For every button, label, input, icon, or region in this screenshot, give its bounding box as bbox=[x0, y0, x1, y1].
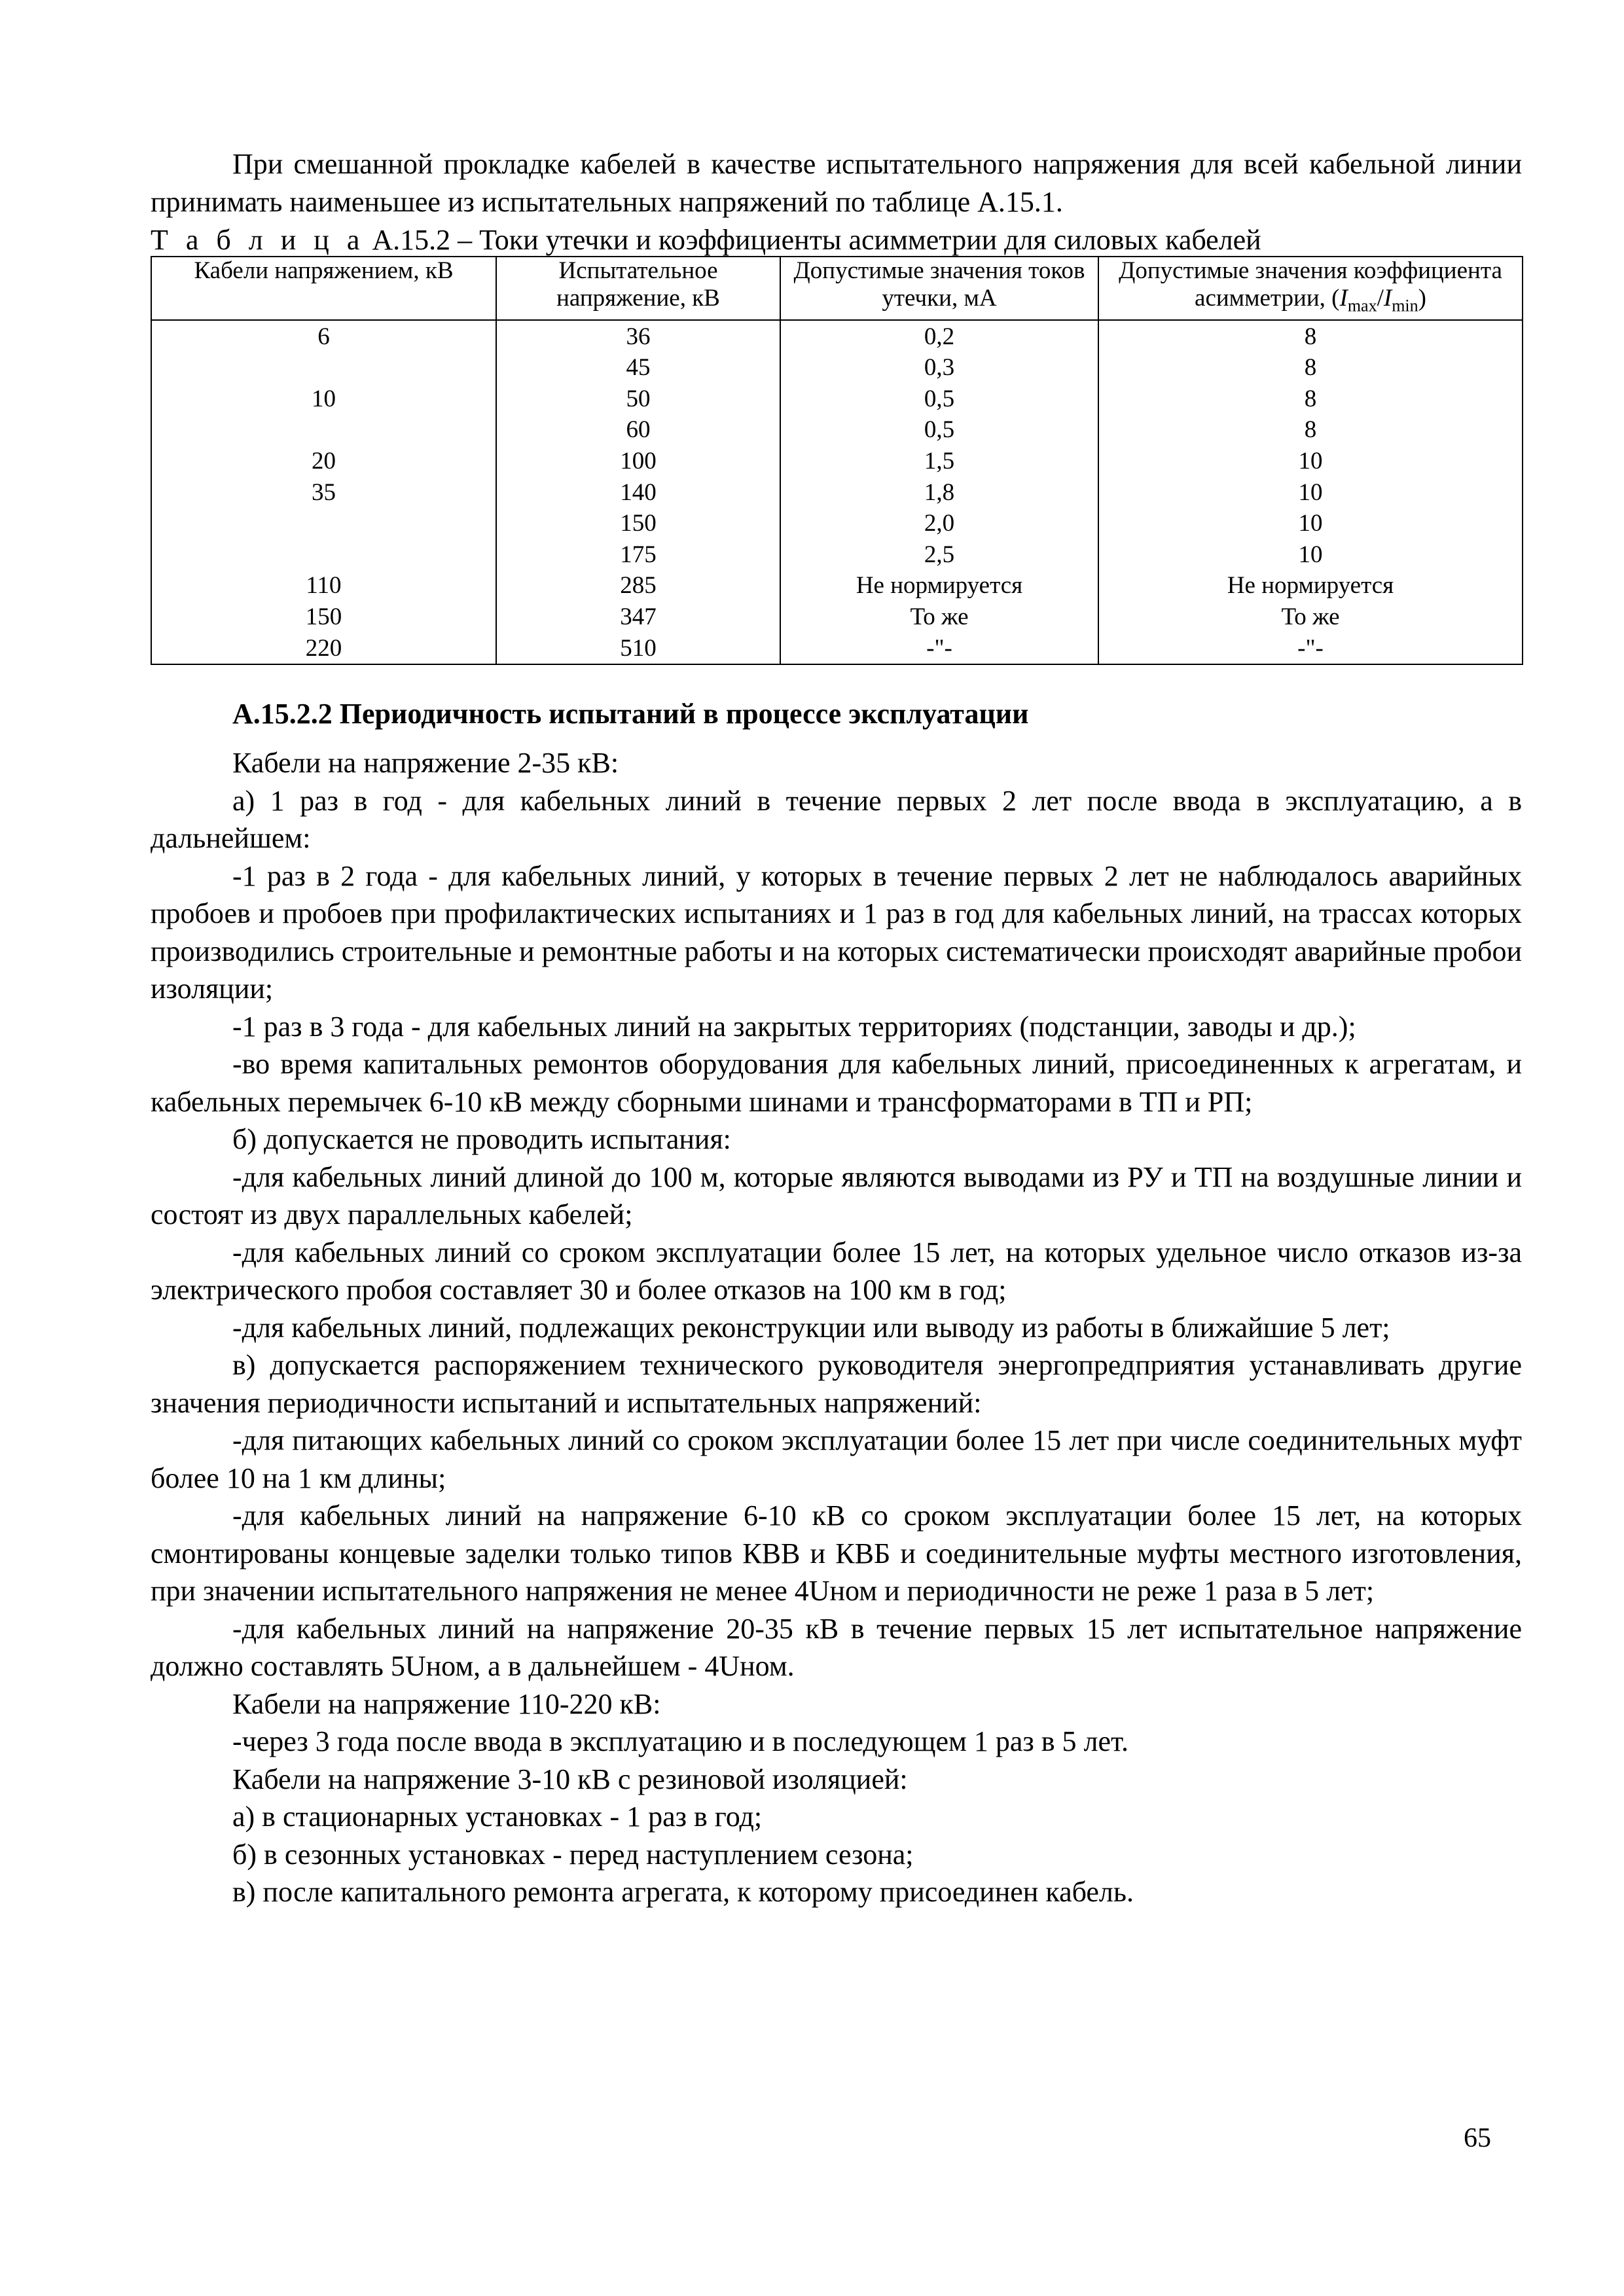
cell-test-voltage: 100 bbox=[496, 446, 780, 477]
header-asymmetry bbox=[1098, 257, 1523, 320]
cell-test-voltage: 140 bbox=[496, 476, 780, 508]
body-paragraph: б) допускается не проводить испытания: bbox=[232, 1123, 731, 1156]
cell-test-voltage: 36 bbox=[496, 320, 780, 352]
body-paragraph: Кабели на напряжение 3-10 кВ с резиновой изоляцией: bbox=[232, 1763, 908, 1795]
body-paragraph: Кабели на напряжение 110-220 кВ: bbox=[232, 1687, 661, 1720]
header-asymmetry-close: ) bbox=[1418, 285, 1426, 312]
body-paragraph: -для кабельных линий со сроком эксплуатации более 15 лет, на которых удельное число отказов из-за электрического пробоя составляет 30 и более отказов на 100 км в год; bbox=[151, 1236, 1522, 1306]
body-paragraph: Кабели на напряжение 2-35 кВ: bbox=[232, 747, 619, 780]
cell-leak-current: -"- bbox=[780, 632, 1098, 664]
cell-test-voltage: 60 bbox=[496, 414, 780, 446]
body-paragraph: -1 раз в 3 года - для кабельных линий на закрытых территориях (подстанции, заводы и др.); bbox=[232, 1010, 1356, 1043]
intro-paragraph: При смешанной прокладке кабелей в качестве испытательного напряжения для всей кабельной линии принимать наименьшее из испытательных напряжений по таблице А.15.1. bbox=[151, 148, 1522, 218]
cell-voltage: 110 bbox=[151, 570, 496, 601]
header-voltage: Кабели напряжением, кВ bbox=[151, 257, 496, 320]
body-paragraph: -через 3 года после ввода в эксплуатацию и в последующем 1 раз в 5 лет. bbox=[232, 1725, 1128, 1758]
cell-asymmetry: 8 bbox=[1098, 384, 1523, 415]
cell-test-voltage: 175 bbox=[496, 539, 780, 571]
body-paragraph: -во время капитальных ремонтов оборудования для кабельных линий, присоединенных к агрегатам, и кабельных перемычек 6-10 кВ между сборными шинами и трансформаторами в ТП и РП; bbox=[151, 1048, 1522, 1118]
cell-leak-current: Не нормируется bbox=[780, 570, 1098, 601]
header-test-voltage: Испытательное напряжение, кВ bbox=[496, 257, 780, 320]
cell-asymmetry: 10 bbox=[1098, 476, 1523, 508]
table-row bbox=[151, 601, 1523, 633]
body-paragraph: в) после капитального ремонта агрегата, к которому присоединен кабель. bbox=[232, 1876, 1134, 1909]
cell-leak-current: 0,5 bbox=[780, 414, 1098, 446]
table-row bbox=[151, 320, 1523, 352]
cell-asymmetry: 10 bbox=[1098, 508, 1523, 539]
cell-asymmetry: 10 bbox=[1098, 539, 1523, 571]
cell-leak-current: 0,2 bbox=[780, 320, 1098, 352]
header-asymmetry-imax: I bbox=[1339, 285, 1348, 312]
cell-voltage: 20 bbox=[151, 446, 496, 477]
table-row bbox=[151, 446, 1523, 477]
cell-voltage bbox=[151, 508, 496, 539]
table-row bbox=[151, 508, 1523, 539]
table-row bbox=[151, 632, 1523, 664]
cell-leak-current: 2,0 bbox=[780, 508, 1098, 539]
table-row bbox=[151, 570, 1523, 601]
header-asymmetry-imin: I bbox=[1383, 285, 1392, 312]
cell-test-voltage: 510 bbox=[496, 632, 780, 664]
cell-asymmetry: -"- bbox=[1098, 632, 1523, 664]
cell-test-voltage: 45 bbox=[496, 352, 780, 384]
table-row bbox=[151, 539, 1523, 571]
body-paragraph: -для кабельных линий на напряжение 6-10 кВ со сроком эксплуатации более 15 лет, на которых смонтированы концевые заделки только типов КВВ и КВБ и соединительные муфты местного изготовления, при значении испытательного напряжения не менее 4Uном и периодичности не реже 1 раза в 5 лет; bbox=[151, 1499, 1522, 1607]
header-asymmetry-sub-min: min bbox=[1392, 296, 1418, 315]
body-paragraph: а) в стационарных установках - 1 раз в год; bbox=[232, 1801, 763, 1833]
cell-voltage: 10 bbox=[151, 384, 496, 415]
header-asymmetry-sub-max: max bbox=[1347, 296, 1377, 315]
cell-asymmetry: 8 bbox=[1098, 320, 1523, 352]
section-heading: А.15.2.2 Периодичность испытаний в процессе эксплуатации bbox=[232, 697, 1029, 730]
cell-voltage bbox=[151, 352, 496, 384]
table-caption-text: А.15.2 – Токи утечки и коэффициенты асимметрии для силовых кабелей bbox=[372, 224, 1261, 256]
body-paragraph: б) в сезонных установках - перед наступлением сезона; bbox=[232, 1838, 914, 1871]
cell-test-voltage: 50 bbox=[496, 384, 780, 415]
cell-leak-current: 2,5 bbox=[780, 539, 1098, 571]
header-asymmetry-text: Допустимые значения коэффициента асимметрии, ( bbox=[1119, 257, 1502, 312]
header-asymmetry-slash: / bbox=[1377, 285, 1384, 312]
cell-leak-current: То же bbox=[780, 601, 1098, 633]
table-row bbox=[151, 414, 1523, 446]
cell-test-voltage: 150 bbox=[496, 508, 780, 539]
cell-voltage bbox=[151, 539, 496, 571]
cell-asymmetry: То же bbox=[1098, 601, 1523, 633]
table-row bbox=[151, 352, 1523, 384]
header-leak-current: Допустимые значения токов утечки, мА bbox=[780, 257, 1098, 320]
cell-leak-current: 1,5 bbox=[780, 446, 1098, 477]
body-paragraph: а) 1 раз в год - для кабельных линий в течение первых 2 лет после ввода в эксплуатацию, а в дальнейшем: bbox=[151, 784, 1522, 855]
cell-asymmetry: 8 bbox=[1098, 352, 1523, 384]
cell-asymmetry: 8 bbox=[1098, 414, 1523, 446]
cell-voltage: 6 bbox=[151, 320, 496, 352]
page-content bbox=[151, 145, 1522, 1911]
cell-asymmetry: 10 bbox=[1098, 446, 1523, 477]
cell-voltage bbox=[151, 414, 496, 446]
cell-leak-current: 0,5 bbox=[780, 384, 1098, 415]
body-paragraph: -для кабельных линий длиной до 100 м, которые являются выводами из РУ и ТП на воздушные линии и состоят из двух параллельных кабелей; bbox=[151, 1160, 1522, 1231]
cell-voltage: 220 bbox=[151, 632, 496, 664]
table-caption bbox=[151, 224, 1522, 256]
body-paragraph: в) допускается распоряжением технического руководителя энергопредприятия устанавливать другие значения периодичности испытаний и испытательных напряжений: bbox=[151, 1349, 1522, 1419]
cell-leak-current: 0,3 bbox=[780, 352, 1098, 384]
cell-voltage: 150 bbox=[151, 601, 496, 633]
cell-leak-current: 1,8 bbox=[780, 476, 1098, 508]
page-number: 65 bbox=[1464, 2123, 1491, 2153]
body-paragraph: -для кабельных линий, подлежащих реконструкции или выводу из работы в ближайшие 5 лет; bbox=[232, 1311, 1390, 1344]
cell-test-voltage: 347 bbox=[496, 601, 780, 633]
body-paragraph: -для питающих кабельных линий со сроком эксплуатации более 15 лет при числе соединительных муфт более 10 на 1 км длины; bbox=[151, 1424, 1522, 1494]
table-row bbox=[151, 384, 1523, 415]
cell-test-voltage: 285 bbox=[496, 570, 780, 601]
body-paragraph: -для кабельных линий на напряжение 20-35 кВ в течение первых 15 лет испытательное напряжение должно составлять 5Uном, а в дальнейшем - 4Uном. bbox=[151, 1612, 1522, 1683]
table-row bbox=[151, 476, 1523, 508]
body-paragraph: -1 раз в 2 года - для кабельных линий, у которых в течение первых 2 лет не наблюдалось аварийных пробоев и пробоев при профилактических испытаниях и 1 раз в год для кабельных линий, на трассах которых производились строительные и ремонтные работы и на которых систематически происходят аварийные пробои изоляции; bbox=[151, 859, 1522, 1005]
leakage-current-table bbox=[151, 256, 1523, 665]
table-caption-label: Т а б л и ц а bbox=[151, 224, 365, 256]
cell-voltage: 35 bbox=[151, 476, 496, 508]
table-header-row bbox=[151, 257, 1523, 320]
cell-asymmetry: Не нормируется bbox=[1098, 570, 1523, 601]
